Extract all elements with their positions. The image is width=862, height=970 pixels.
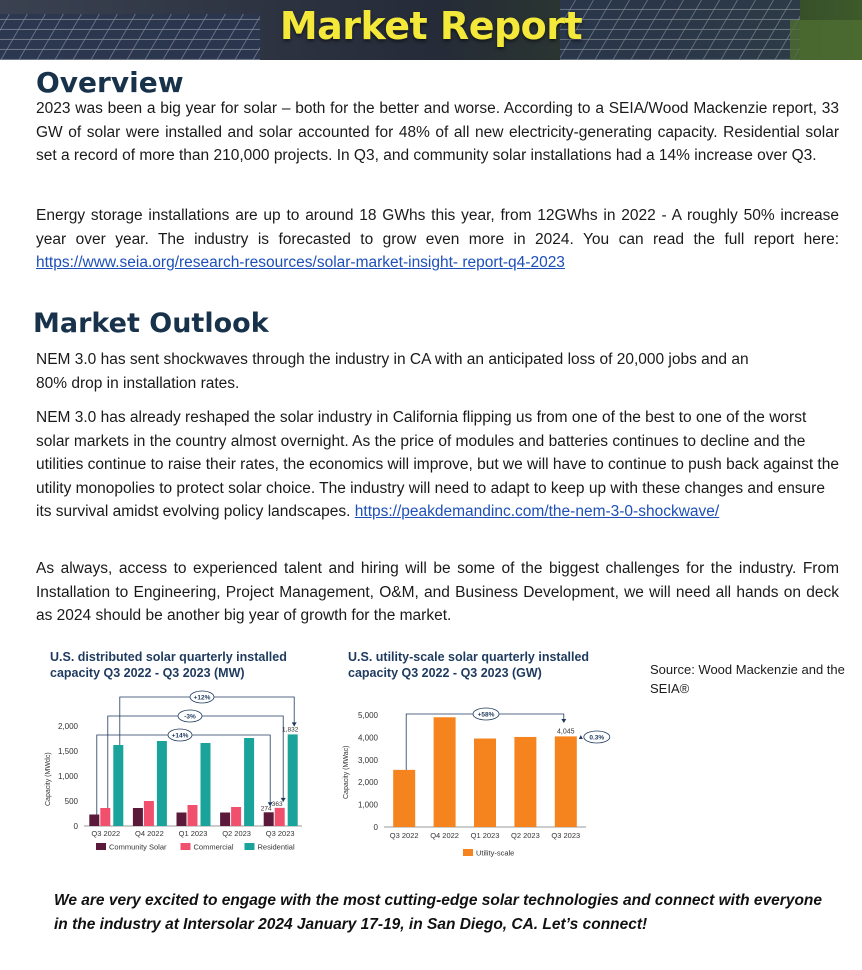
- legend-label: Commercial: [193, 842, 234, 852]
- y-tick-label: 2,000: [357, 778, 378, 788]
- closing-statement: We are very excited to engage with the most cutting-edge solar technologies and connect with everyone in the industry at Intersolar 2024 January 17-19, in San Diego, CA. Let’s connect!: [54, 892, 822, 933]
- legend-label: Community Solar: [109, 842, 167, 852]
- annotation-qoq-label: 0.3%: [589, 734, 605, 742]
- bar-utility-scale: [514, 737, 536, 827]
- annotation-yoy-label: +58%: [477, 711, 495, 719]
- y-tick-label: 1,000: [57, 772, 78, 781]
- legend-swatch: [181, 843, 191, 850]
- data-label-residential: 1,832: [282, 726, 299, 734]
- y-tick-label: 3,000: [357, 755, 378, 765]
- nem-shockwave-link[interactable]: https://peakdemandinc.com/the-nem-3-0-shockwave/: [354, 503, 720, 520]
- annotation-residential-label: +12%: [193, 694, 211, 702]
- legend-swatch: [245, 843, 255, 850]
- y-tick-label: 0: [373, 823, 378, 832]
- header-banner: [0, 0, 862, 60]
- utility-chart-svg: [336, 643, 626, 868]
- x-tick-label: Q3 2022: [389, 831, 419, 840]
- bar-utility-scale: [555, 736, 577, 827]
- chart-source-note: Source: Wood Mackenzie and the SEIA®: [650, 662, 845, 696]
- distributed-solar-chart: [40, 643, 320, 858]
- bar-community-solar: [177, 813, 187, 827]
- y-tick-label: 2,000: [57, 722, 78, 731]
- y-tick-label: 5,000: [357, 711, 378, 720]
- x-tick-label: Q4 2022: [430, 831, 459, 840]
- legend-label: Utility-scale: [476, 848, 515, 858]
- x-tick-label: Q3 2022: [91, 829, 121, 838]
- seia-report-link[interactable]: https://www.seia.org/research-resources/solar-market-insight- report-q4-2023: [36, 254, 565, 271]
- bar-commercial: [100, 808, 110, 826]
- utility-chart-title: U.S. utility-scale solar quarterly installed capacity Q3 2022 - Q3 2023 (GW): [348, 650, 590, 680]
- bar-residential: [201, 743, 211, 826]
- y-axis-label: Capacity (MWac): [343, 745, 350, 799]
- y-tick-label: 1,000: [357, 800, 378, 810]
- legend-swatch: [96, 843, 106, 850]
- page-title: Market Report: [279, 4, 583, 48]
- bar-residential: [244, 738, 254, 826]
- overview-heading: Overview: [36, 66, 184, 99]
- bar-commercial: [275, 808, 285, 826]
- bar-residential: [157, 741, 167, 826]
- x-tick-label: Q1 2023: [470, 831, 500, 840]
- bar-commercial: [188, 805, 198, 826]
- y-tick-label: 0: [73, 822, 78, 831]
- bar-commercial: [231, 807, 241, 826]
- legend-swatch: [463, 849, 473, 856]
- outlook-paragraph-1: NEM 3.0 has sent shockwaves through the industry in CA with an anticipated loss of 20,000 jobs and an 80% drop in installation rates.: [36, 351, 749, 392]
- x-tick-label: Q1 2023: [178, 829, 208, 838]
- x-tick-label: Q3 2023: [551, 831, 581, 840]
- annotation-residential-line: [120, 694, 294, 745]
- distributed-chart-svg: [40, 643, 320, 858]
- bar-commercial: [144, 801, 154, 826]
- bar-community-solar: [264, 812, 274, 826]
- bar-community-solar: [220, 813, 230, 827]
- x-tick-label: Q2 2023: [222, 829, 251, 838]
- data-label-community: 274: [260, 805, 272, 813]
- overview-paragraph-1: 2023 was been a big year for solar – both for the better and worse. According to a SEIA/Wood Mackenzie report, 33 GW of solar were installed and solar accounted for 48% of all new electricity-generating capacity. Residential solar set a record of more than 210,000 projects. In Q3, and community solar installations had a 14% increase over Q3.: [36, 100, 839, 164]
- annotation-community-label: +14%: [171, 732, 189, 740]
- bar-community-solar: [133, 808, 143, 826]
- bar-utility-scale: [434, 717, 456, 827]
- annotation-commercial-label: -3%: [184, 713, 196, 721]
- x-tick-label: Q3 2023: [265, 829, 295, 838]
- overview-paragraph-2: [36, 204, 839, 275]
- outlook-heading: Market Outlook: [33, 308, 269, 339]
- data-label-commercial: 363: [271, 800, 283, 808]
- y-tick-label: 4,000: [357, 733, 378, 743]
- annotation-commercial-line: [108, 713, 283, 808]
- utility-solar-chart: [336, 643, 626, 868]
- overview-paragraph-2-text: Energy storage installations are up to around 18 GWhs this year, from 12GWhs in 2022 - A roughly 50% increase year over year. The industry is forecasted to grow even more in 2024. You can read the full report here:: [36, 207, 839, 248]
- bar-residential: [288, 734, 298, 826]
- distributed-chart-title: U.S. distributed solar quarterly installed capacity Q3 2022 - Q3 2023 (MW): [50, 650, 287, 680]
- x-tick-label: Q2 2023: [511, 831, 540, 840]
- outlook-paragraph-2-text: NEM 3.0 has already reshaped the solar industry in California flipping us from one of the best to one of the worst solar markets in the country almost overnight. As the price of modules and batteries continues to decline and the utilities continue to raise their rates, the economics will improve, but we will have to continue to push back against the utility monopolies to protect solar choice. The industry will need to adapt to keep up with these changes and ensure its survival amidst evolving policy landscapes.: [36, 409, 839, 520]
- bar-utility-scale: [474, 739, 496, 827]
- y-tick-label: 1,500: [57, 747, 78, 756]
- x-tick-label: Q4 2022: [135, 829, 164, 838]
- y-tick-label: 500: [64, 797, 78, 806]
- annotation-yoy-arrow: [561, 719, 566, 723]
- data-label-utility: 4,045: [557, 728, 575, 736]
- annotation-qoq-arrow: [579, 735, 583, 739]
- outlook-paragraph-3: As always, access to experienced talent and hiring will be some of the biggest challenges for the industry. From Installation to Engineering, Project Management, O&M, and Business Development, we will need all hands on deck as 2024 should be another big year of growth for the market.: [36, 560, 839, 624]
- legend-label: Residential: [257, 842, 295, 852]
- y-axis-label: Capacity (MWdc): [45, 752, 52, 806]
- bar-utility-scale: [393, 770, 415, 827]
- outlook-paragraph-2: [36, 406, 839, 524]
- bar-community-solar: [89, 815, 99, 827]
- bar-residential: [113, 745, 123, 826]
